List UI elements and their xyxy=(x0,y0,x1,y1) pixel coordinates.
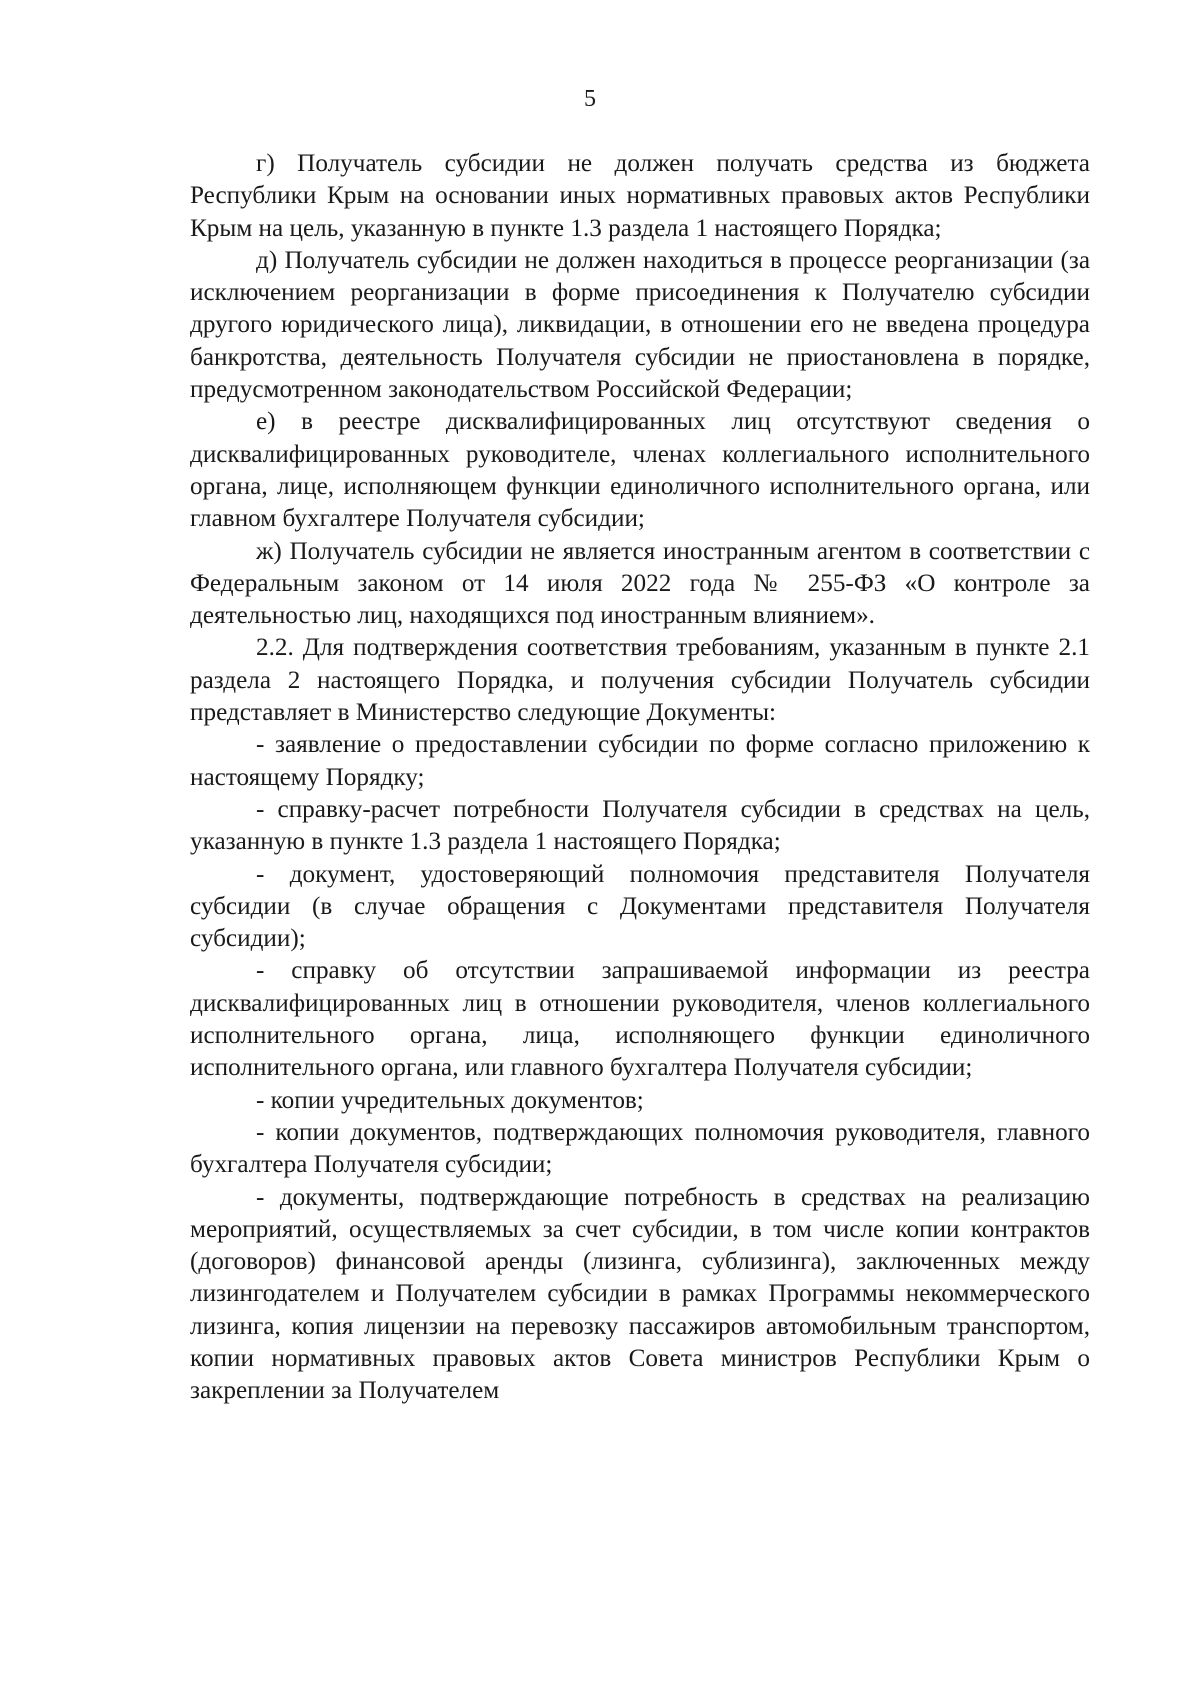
list-item-registry-certificate: - справку об отсутствии запрашиваемой информации из реестра дисквалифицированных лиц в отношении руководителя, членов коллегиального исполнительного органа, лица, исполняющего функции единоличного исполнительного органа, или главного бухгалтера Получателя субсидии; xyxy=(190,957,1090,1082)
document-body xyxy=(190,148,1090,1408)
page-number: 5 xyxy=(584,86,596,112)
paragraph-e: е) в реестре дисквалифицированных лиц отсутствуют сведения о дисквалифицированных руководителе, членах коллегиального исполнительного органа, лице, исполняющем функции единоличного исполнительного органа, или главном бухгалтере Получателя субсидии; xyxy=(190,408,1090,533)
paragraph-d: д) Получатель субсидии не должен находиться в процессе реорганизации (за исключением реорганизации в форме присоединения к Получателю субсидии другого юридического лица), ликвидации, в отношении его не введена процедура банкротства, деятельность Получателя субсидии не приостановлена в порядке, предусмотренном законодательством Российской Федерации; xyxy=(190,246,1090,404)
list-item-authority-document: - документ, удостоверяющий полномочия представителя Получателя субсидии (в случае обращения с Документами представителя Получателя субсидии); xyxy=(190,860,1090,953)
paragraph-2-2: 2.2. Для подтверждения соответствия требованиям, указанным в пункте 2.1 раздела 2 настоящего Порядка, и получения субсидии Получатель субсидии представляет в Министерство следующие Документы: xyxy=(190,634,1090,727)
list-item-need-documents: - документы, подтверждающие потребность в средствах на реализацию мероприятий, осуществляемых за счет субсидии, в том числе копии контрактов (договоров) финансовой аренды (лизинга, сублизинга), заключенных между лизингодателем и Получателем субсидии в рамках Программы некоммерческого лизинга, копия лицензии на перевозку пассажиров автомобильным транспортом, копии нормативных правовых актов Совета министров Республики Крым о закреплении за Получателем xyxy=(190,1183,1090,1405)
paragraph-g: г) Получатель субсидии не должен получать средства из бюджета Республики Крым на основании иных нормативных правовых актов Республики Крым на цель, указанную в пункте 1.3 раздела 1 настоящего Порядка; xyxy=(190,150,1090,242)
list-item-calculation: - справку-расчет потребности Получателя субсидии в средствах на цель, указанную в пункте 1.3 раздела 1 настоящего Порядка; xyxy=(190,795,1090,856)
list-item-founding-documents: - копии учредительных документов; xyxy=(256,1086,644,1114)
list-item-application: - заявление о предоставлении субсидии по форме согласно приложению к настоящему Порядку; xyxy=(190,731,1090,791)
paragraph-zh: ж) Получатель субсидии не является иностранным агентом в соответствии с Федеральным законом от 14 июля 2022 года № 255-ФЗ «О контроле за деятельностью лиц, находящихся под иностранным влиянием». xyxy=(190,537,1090,630)
list-item-authority-copies: - копии документов, подтверждающих полномочия руководителя, главного бухгалтера Получателя субсидии; xyxy=(190,1118,1090,1179)
